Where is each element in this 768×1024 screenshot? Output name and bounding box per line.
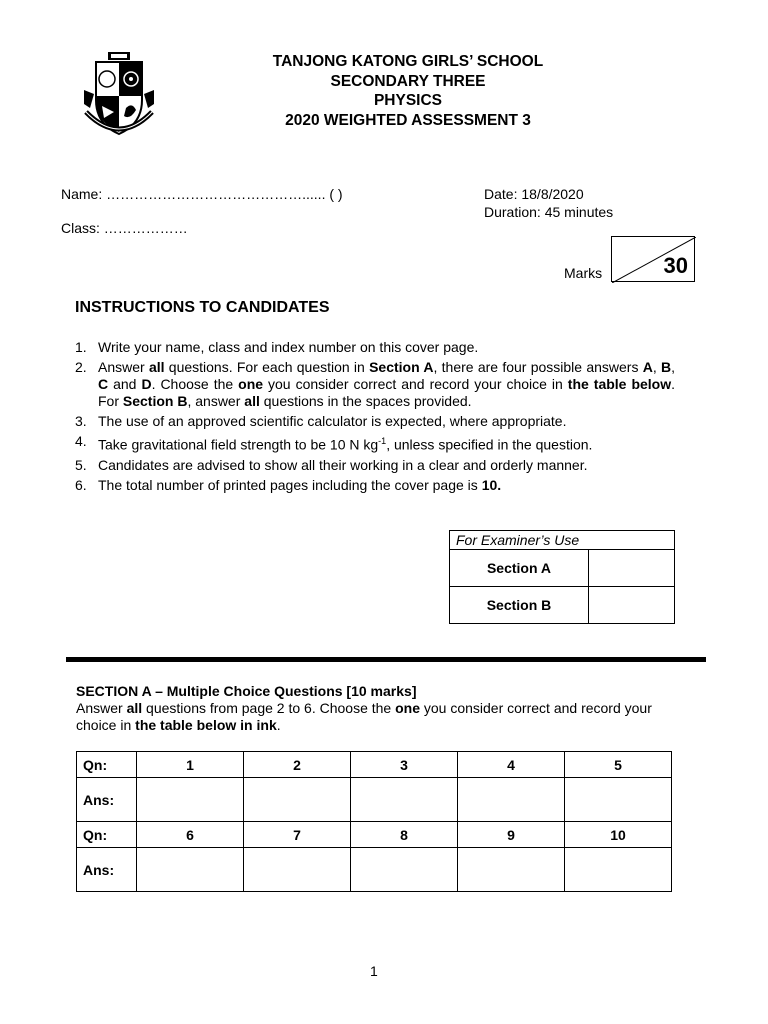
name-field[interactable]: Name: ……………………………………...... ( ) <box>61 186 343 202</box>
instruction-text: 10. <box>481 476 502 493</box>
instruction-text: , there are four possible answers <box>433 359 643 375</box>
instruction-text: and <box>108 376 142 392</box>
instruction-text: questions in the spaces provided. <box>259 393 472 409</box>
section-a-text: . <box>276 717 281 733</box>
instruction-text: Candidates are advised to show all their working in a clear and orderly manner. <box>98 456 588 473</box>
level: SECONDARY THREE <box>330 72 486 90</box>
instruction-item <box>75 433 675 454</box>
instruction-text: C <box>98 376 109 392</box>
ans-label: Ans: <box>77 848 137 892</box>
instruction-text: all <box>148 359 165 375</box>
section-divider <box>66 657 706 662</box>
instruction-item <box>75 457 675 474</box>
instruction-text: Take gravitational field strength to be 10 N kg <box>98 436 379 453</box>
answer-cell[interactable] <box>565 848 672 892</box>
answer-row <box>77 778 672 822</box>
ans-label: Ans: <box>77 778 137 822</box>
instruction-item <box>75 413 675 430</box>
school-name: TANJONG KATONG GIRLS’ SCHOOL <box>272 53 544 70</box>
question-number: 10 <box>565 822 672 848</box>
instruction-text: -1 <box>378 436 387 446</box>
instruction-number: 4. <box>75 433 87 449</box>
instruction-text: . For <box>98 376 675 409</box>
instruction-text: Write your name, class and index number on this cover page. <box>98 339 479 355</box>
section-b-score-cell[interactable] <box>589 587 675 624</box>
marks-label: Marks <box>564 265 603 281</box>
answer-cell[interactable] <box>244 778 351 822</box>
instruction-item <box>75 477 675 494</box>
instruction-number: 1. <box>75 339 87 355</box>
instruction-text: , <box>671 359 676 375</box>
section-a-title: SECTION A – Multiple Choice Questions [10 marks] <box>76 683 417 699</box>
instructions-list <box>75 339 675 497</box>
question-number: 9 <box>458 822 565 848</box>
answer-cell[interactable] <box>137 778 244 822</box>
question-number: 4 <box>458 752 565 778</box>
qn-label: Qn: <box>77 752 137 778</box>
section-a-text: all <box>126 700 143 716</box>
examiner-caption: For Examiner’s Use <box>450 531 675 550</box>
instruction-text: D <box>141 376 152 392</box>
question-number: 1 <box>137 752 244 778</box>
marks-total: 30 <box>663 253 688 278</box>
instruction-item <box>75 359 675 410</box>
answer-cell[interactable] <box>351 848 458 892</box>
document-header <box>228 52 588 130</box>
answer-cell[interactable] <box>351 778 458 822</box>
instruction-text: . Choose the <box>151 376 239 392</box>
section-a-text: Answer <box>76 700 127 716</box>
question-number: 7 <box>244 822 351 848</box>
assessment-title: 2020 WEIGHTED ASSESSMENT 3 <box>285 111 531 129</box>
school-crest-icon <box>82 50 156 140</box>
answer-row <box>77 848 672 892</box>
section-b-label: Section B <box>450 587 589 624</box>
question-number: 2 <box>244 752 351 778</box>
instruction-text: you consider correct and record your choice in <box>263 376 568 392</box>
instruction-text: all <box>244 393 260 409</box>
instruction-text: Answer <box>98 359 149 375</box>
examiner-table <box>449 530 675 624</box>
instruction-number: 2. <box>75 359 87 375</box>
instruction-text: The use of an approved scientific calculator is expected, where appropriate. <box>98 413 567 429</box>
subject: PHYSICS <box>373 92 443 109</box>
question-number: 8 <box>351 822 458 848</box>
question-number: 5 <box>565 752 672 778</box>
answer-cell[interactable] <box>458 778 565 822</box>
section-a-text: questions from page 2 to 6. Choose the <box>142 700 396 716</box>
instruction-text: The total number of printed pages including the cover page is <box>98 476 482 493</box>
class-field[interactable]: Class: ……………… <box>61 220 188 236</box>
instruction-number: 3. <box>75 413 87 429</box>
answer-cell[interactable] <box>458 848 565 892</box>
section-a-text: you consider correct and record your choice in <box>76 700 652 733</box>
instruction-text: questions. For each question in <box>164 359 370 375</box>
duration-text: Duration: 45 minutes <box>484 204 614 220</box>
instruction-text: , answer <box>187 393 245 409</box>
question-row <box>77 752 672 778</box>
instruction-number: 6. <box>75 476 87 493</box>
question-number: 3 <box>351 752 458 778</box>
instruction-text: , <box>652 359 662 375</box>
section-a-score-cell[interactable] <box>589 550 675 587</box>
instruction-text: the table below <box>567 376 672 392</box>
instruction-item <box>75 339 675 356</box>
section-a-text: the table below in ink <box>135 717 277 733</box>
page-number: 1 <box>370 963 378 979</box>
section-a-text: one <box>395 700 420 716</box>
question-number: 6 <box>137 822 244 848</box>
instruction-number: 5. <box>75 456 87 473</box>
instruction-text: A <box>642 359 653 375</box>
question-row <box>77 822 672 848</box>
marks-box <box>611 236 695 282</box>
answer-cell[interactable] <box>137 848 244 892</box>
instruction-text: Section A <box>369 359 434 375</box>
answer-table <box>76 751 672 892</box>
instruction-text: B <box>661 359 672 375</box>
qn-label: Qn: <box>77 822 137 848</box>
answer-cell[interactable] <box>565 778 672 822</box>
section-a-label: Section A <box>450 550 589 587</box>
date-text: Date: 18/8/2020 <box>484 186 584 202</box>
instructions-title: INSTRUCTIONS TO CANDIDATES <box>75 299 330 316</box>
answer-cell[interactable] <box>244 848 351 892</box>
instruction-text: one <box>238 376 264 392</box>
section-a-instructions <box>76 700 676 734</box>
instruction-text: Section B <box>122 393 188 409</box>
instruction-text: , unless specified in the question. <box>386 436 593 453</box>
